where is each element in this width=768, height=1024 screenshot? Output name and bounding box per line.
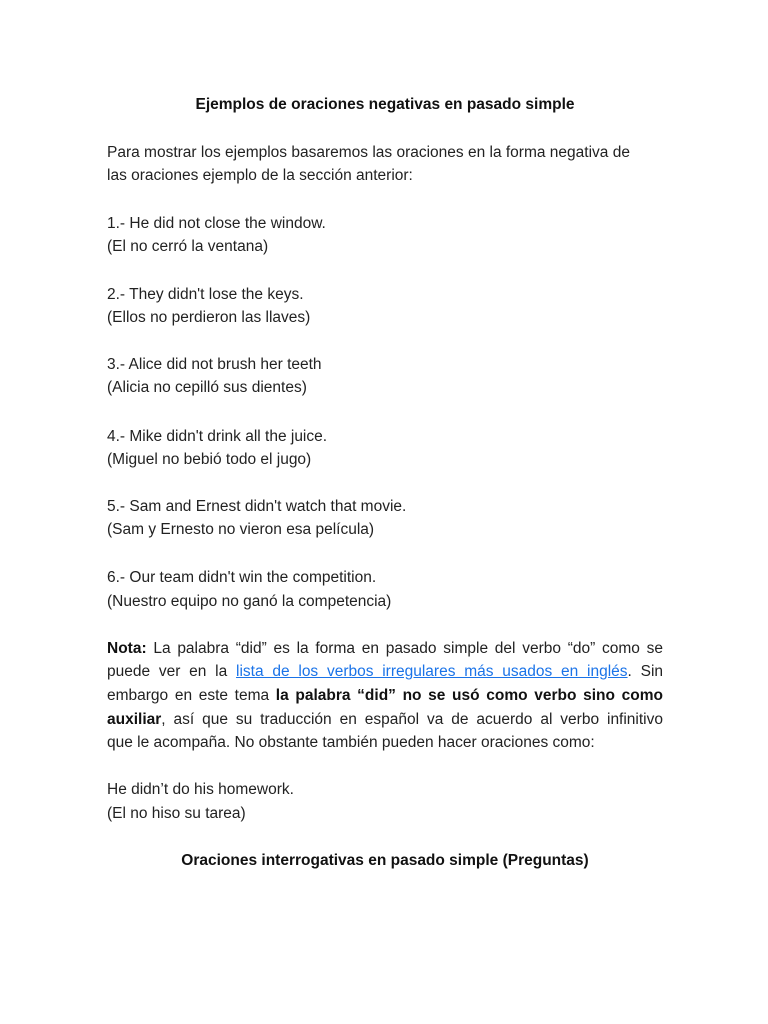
note-line-1-text: La palabra “did” es la forma en pasado simple del verbo “do” como se xyxy=(153,640,663,657)
example-1-spanish: (El no cerró la ventana) xyxy=(107,238,269,255)
example-4-english: 4.- Mike didn't drink all the juice. xyxy=(107,428,328,445)
irregular-verbs-link[interactable]: lista de los verbos irregulares más usados en inglés xyxy=(236,663,628,680)
example-1-english: 1.- He did not close the window. xyxy=(107,215,326,232)
extra-example-spanish: (El no hiso su tarea) xyxy=(107,805,246,822)
extra-example-english: He didn’t do his homework. xyxy=(107,781,294,798)
note-label: Nota: xyxy=(107,640,147,657)
note-line-2-before: puede ver en la xyxy=(107,663,228,680)
note-line-2 xyxy=(107,662,663,682)
note-line-4-after: , así que su traducción en español va de acuerdo al verbo infinitivo xyxy=(161,711,663,728)
note-line-5: que le acompaña. No obstante también pueden hacer oraciones como: xyxy=(107,734,595,751)
note-line-3-bold: la palabra “did” no se usó como verbo sino como xyxy=(275,687,663,704)
note-line-3 xyxy=(107,686,663,706)
example-5-spanish: (Sam y Ernesto no vieron esa película) xyxy=(107,521,375,538)
example-2-english: 2.- They didn't lose the keys. xyxy=(107,286,304,303)
example-3-english: 3.- Alice did not brush her teeth xyxy=(107,356,322,373)
example-4-spanish: (Miguel no bebió todo el jugo) xyxy=(107,451,312,468)
example-6-english: 6.- Our team didn't win the competition. xyxy=(107,569,377,586)
example-3-spanish: (Alicia no cepilló sus dientes) xyxy=(107,379,307,396)
note-line-3-before: embargo en este tema xyxy=(107,687,270,704)
note-line-2-after: . Sin xyxy=(627,663,664,680)
note-line-1 xyxy=(107,639,663,659)
example-2-spanish: (Ellos no perdieron las llaves) xyxy=(107,309,311,326)
page-title: Ejemplos de oraciones negativas en pasado simple xyxy=(195,96,575,113)
example-5-english: 5.- Sam and Ernest didn't watch that movie. xyxy=(107,498,407,515)
intro-line-1: Para mostrar los ejemplos basaremos las oraciones en la forma negativa de xyxy=(107,144,630,161)
intro-line-2: las oraciones ejemplo de la sección anterior: xyxy=(107,167,413,184)
example-6-spanish: (Nuestro equipo no ganó la competencia) xyxy=(107,593,392,610)
next-section-heading: Oraciones interrogativas en pasado simple (Preguntas) xyxy=(181,852,589,869)
note-line-4-bold: auxiliar xyxy=(107,711,162,728)
note-line-4 xyxy=(107,710,663,730)
